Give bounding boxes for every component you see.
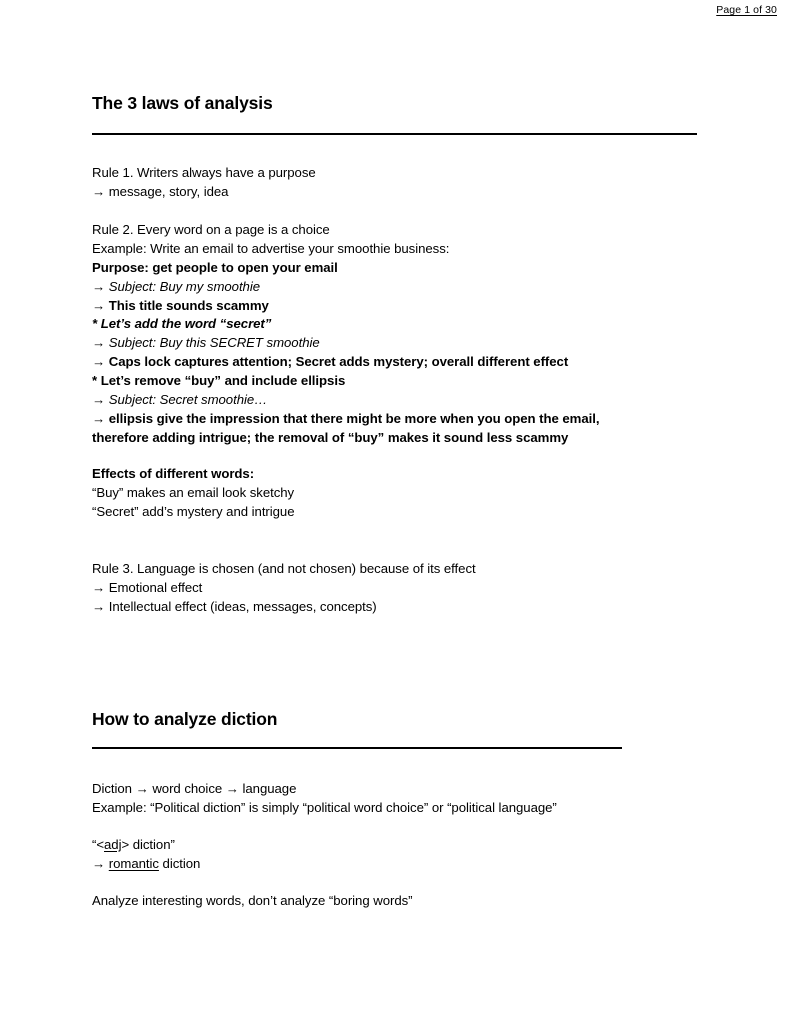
adj-diction-placeholder: adj [104, 837, 122, 852]
rule-2-note-2: → Caps lock captures attention; Secret adds mystery; overall different effect [92, 354, 569, 369]
diction-chain: Diction → word choice → language [92, 781, 297, 796]
rule-2-step-1: * Let’s add the word “secret” [92, 316, 272, 331]
rule-2-note-3-line-1: → ellipsis give the impression that there might be more when you open the email, [92, 411, 600, 426]
rule-1-bullet: → message, story, idea [92, 184, 229, 199]
section-divider-three-laws [92, 133, 697, 135]
rule-2-subject-1: → Subject: Buy my smoothie [92, 279, 261, 294]
romantic-diction-word: romantic [108, 856, 159, 871]
rule-3-bullet-2: → Intellectual effect (ideas, messages, concepts) [92, 599, 377, 614]
romantic-diction-arrow: → [92, 856, 109, 871]
rule-2-subject-2: → Subject: Buy this SECRET smoothie [92, 335, 320, 350]
adj-diction-prefix: “< [92, 837, 104, 852]
rule-2-note-3-line-2: therefore adding intrigue; the removal of “buy” makes it sound less scammy [92, 430, 569, 445]
rule-1-heading: Rule 1. Writers always have a purpose [92, 165, 316, 180]
rule-3-bullet-1: → Emotional effect [92, 580, 203, 595]
diction-example: Example: “Political diction” is simply “political word choice” or “political language” [92, 800, 557, 815]
rule-2-subject-3: → Subject: Secret smoothie… [92, 392, 268, 407]
rule-3-heading: Rule 3. Language is chosen (and not chosen) because of its effect [92, 561, 476, 576]
analyze-note: Analyze interesting words, don’t analyze “boring words” [92, 893, 413, 908]
romantic-diction-suffix: diction [158, 856, 201, 871]
rule-2-heading: Rule 2. Every word on a page is a choice [92, 222, 330, 237]
adj-diction-suffix: > diction” [121, 837, 175, 852]
rule-2-note-1: → This title sounds scammy [92, 298, 269, 313]
effects-line-1: “Buy” makes an email look sketchy [92, 485, 295, 500]
page-number-text: Page 1 of 30 [716, 4, 777, 16]
section-title-analyze-diction: How to analyze diction [92, 709, 278, 729]
rule-2-purpose: Purpose: get people to open your email [92, 260, 338, 275]
romantic-diction-line [92, 854, 200, 873]
section-title-three-laws: The 3 laws of analysis [92, 93, 273, 113]
effects-heading: Effects of different words: [92, 466, 255, 481]
section-divider-analyze-diction [92, 747, 622, 749]
rule-2-step-2: * Let’s remove “buy” and include ellipsis [92, 373, 346, 388]
rule-2-example: Example: Write an email to advertise your smoothie business: [92, 241, 450, 256]
adj-diction-line [92, 835, 175, 854]
page-number-header [716, 4, 777, 17]
effects-line-2: “Secret” add’s mystery and intrigue [92, 504, 295, 519]
